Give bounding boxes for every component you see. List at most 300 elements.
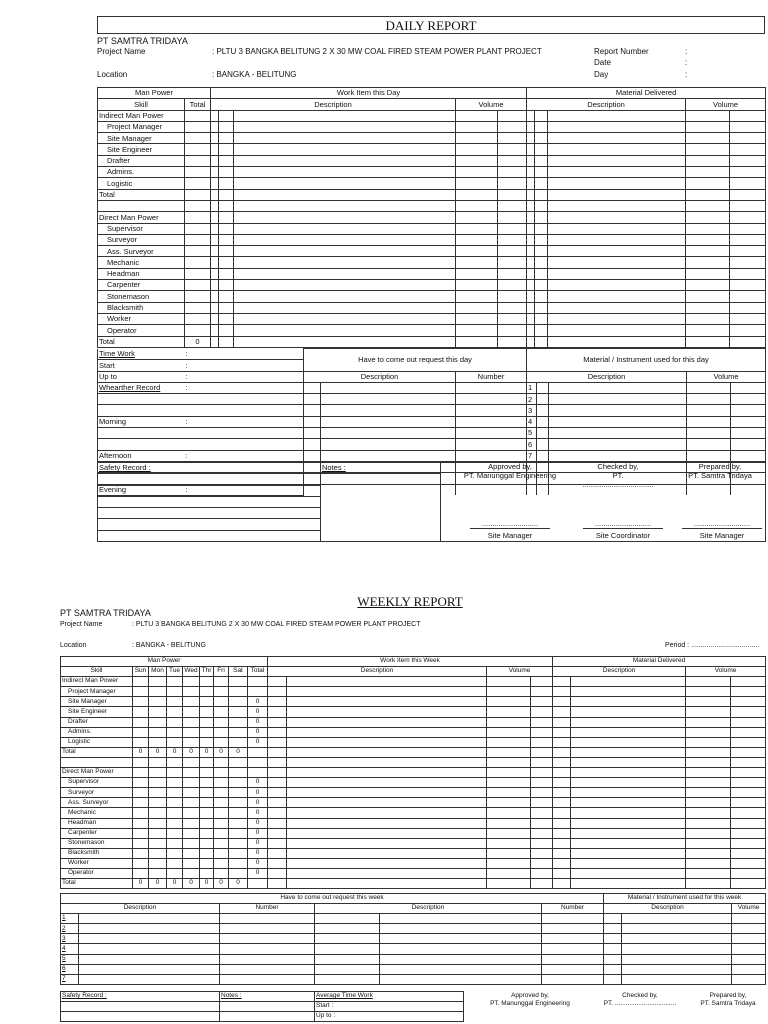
blank-cell	[535, 302, 548, 313]
blank-cell	[527, 121, 535, 132]
weekly-bottom-table	[60, 991, 464, 1022]
table-row	[98, 463, 766, 474]
blank-cell	[321, 416, 456, 427]
day-cell	[229, 778, 248, 788]
blank-cell	[527, 268, 535, 279]
blank-cell	[553, 778, 571, 788]
blank-cell	[571, 828, 686, 838]
skill-cell: Total	[98, 336, 185, 347]
blank-cell	[456, 450, 527, 461]
day-tue: Tue	[167, 667, 183, 677]
blank-cell	[730, 246, 766, 257]
blank-cell	[79, 944, 220, 954]
colon: :	[185, 349, 304, 360]
blank-cell	[527, 189, 535, 200]
week-total-cell: 0	[248, 858, 268, 868]
blank-cell	[234, 167, 456, 178]
sign-line: ...........................	[594, 519, 652, 528]
table-row	[98, 382, 766, 393]
day-cell	[133, 798, 149, 808]
day-cell	[214, 818, 229, 828]
blank-cell	[531, 788, 553, 798]
blank-cell	[537, 405, 549, 416]
day-cell	[167, 858, 183, 868]
table-row	[61, 697, 766, 707]
week-total-cell	[248, 687, 268, 697]
blank-cell	[548, 325, 686, 336]
blank-cell	[553, 757, 571, 767]
blank-cell	[268, 788, 287, 798]
blank-cell	[268, 687, 287, 697]
day-cell	[167, 838, 183, 848]
blank-cell	[553, 697, 571, 707]
blank-cell	[622, 924, 732, 934]
blank-cell	[456, 144, 498, 155]
blank-cell	[531, 677, 553, 687]
blank-cell	[304, 405, 321, 416]
day-cell	[214, 858, 229, 868]
week-total-cell	[248, 747, 268, 757]
blank-cell	[686, 313, 730, 324]
total-cell	[185, 313, 211, 324]
blank-cell	[531, 778, 553, 788]
table-row	[98, 336, 766, 347]
blank-cell	[531, 697, 553, 707]
skill-cell: Carpenter	[61, 828, 133, 838]
day-cell	[200, 727, 214, 737]
blank-cell	[287, 697, 487, 707]
day-cell	[149, 717, 167, 727]
table-row	[98, 313, 766, 324]
skill-cell: Direct Man Power	[98, 212, 185, 223]
table-row	[98, 268, 766, 279]
row-number: 5	[61, 954, 79, 964]
blank-cell	[268, 677, 287, 687]
weather-label: Afternoon	[98, 450, 185, 461]
blank-cell	[571, 697, 686, 707]
day-cell	[149, 768, 167, 778]
table-row	[98, 189, 766, 200]
blank-cell	[220, 944, 315, 954]
blank-cell	[487, 677, 531, 687]
blank-cell	[219, 110, 234, 121]
blank-cell	[527, 200, 535, 211]
table-row	[61, 944, 766, 954]
blank-cell	[498, 313, 527, 324]
row-number: 4	[61, 944, 79, 954]
blank-cell	[731, 858, 766, 868]
total-cell	[185, 155, 211, 166]
blank-cell	[211, 144, 219, 155]
week-total-cell: 0	[248, 838, 268, 848]
skill-cell: Admins.	[98, 167, 185, 178]
blank-cell	[380, 944, 542, 954]
blank-cell	[211, 280, 219, 291]
blank-cell	[527, 313, 535, 324]
blank-cell	[287, 808, 487, 818]
blank-cell	[553, 798, 571, 808]
blank-cell	[98, 474, 321, 485]
day-cell	[214, 717, 229, 727]
daily-mused-description: Description	[527, 371, 687, 382]
daily-hdr-material: Material Delivered	[527, 88, 766, 99]
blank-cell	[287, 687, 487, 697]
blank-cell	[535, 325, 548, 336]
blank-cell	[731, 879, 766, 889]
blank-cell	[622, 964, 732, 974]
weekly-hdr-skill: Skill	[61, 667, 133, 677]
table-row	[61, 858, 766, 868]
blank-cell	[731, 778, 766, 788]
skill-cell: Operator	[61, 868, 133, 878]
day-cell	[149, 727, 167, 737]
prepared-by-label: Prepared by,	[698, 462, 742, 471]
blank-cell	[571, 818, 686, 828]
blank-cell	[732, 974, 766, 984]
blank-cell	[535, 336, 548, 347]
daily-sign-2	[583, 519, 663, 540]
blank-cell	[686, 757, 731, 767]
day-cell	[229, 858, 248, 868]
blank-cell	[687, 450, 731, 461]
day-wed: Wed	[183, 667, 200, 677]
daily-time-work: Time Work	[98, 349, 185, 360]
blank-cell	[686, 110, 730, 121]
daily-mused-volume: Volume	[687, 371, 766, 382]
day-cell	[229, 838, 248, 848]
blank-cell	[604, 924, 622, 934]
skill-cell: Carpenter	[98, 280, 185, 291]
week-total-cell: 0	[248, 808, 268, 818]
daily-prepared-block	[675, 462, 765, 480]
blank-cell	[549, 428, 687, 439]
blank-cell	[730, 155, 766, 166]
blank-cell	[548, 234, 686, 245]
blank-cell	[730, 121, 766, 132]
blank-cell	[542, 954, 604, 964]
day-cell	[133, 838, 149, 848]
blank-cell	[268, 858, 287, 868]
blank-cell	[268, 838, 287, 848]
weekly-hdr-volume: Volume	[487, 667, 553, 677]
blank-cell	[686, 246, 730, 257]
daily-hdr-mat-volume: Volume	[686, 99, 766, 110]
blank-cell	[487, 879, 531, 889]
day-cell	[183, 707, 200, 717]
weekly-cout-desc-1: Description	[61, 904, 220, 914]
blank-cell	[553, 727, 571, 737]
weekly-lower-rows	[61, 914, 766, 985]
blank-cell	[535, 189, 548, 200]
blank-cell	[498, 257, 527, 268]
blank-cell	[571, 717, 686, 727]
day-cell	[200, 788, 214, 798]
table-row	[98, 121, 766, 132]
daily-hdr-work: Work Item this Day	[211, 88, 527, 99]
colon: :	[685, 70, 688, 79]
blank-cell	[730, 291, 766, 302]
blank-cell	[234, 155, 456, 166]
table-row	[98, 450, 766, 461]
blank-cell	[731, 428, 766, 439]
daily-title: DAILY REPORT	[385, 18, 477, 33]
skill-cell: Drafter	[98, 155, 185, 166]
weather-colon	[185, 394, 304, 405]
day-cell: 0	[214, 879, 229, 889]
day-cell	[149, 737, 167, 747]
blank-cell	[287, 747, 487, 757]
blank-cell	[380, 934, 542, 944]
weekly-material-used-title: Material / Instrument used for this week	[604, 894, 766, 904]
blank-cell	[687, 382, 731, 393]
weekly-location-label: Location	[60, 642, 87, 649]
blank-cell	[531, 808, 553, 818]
blank-cell	[487, 828, 531, 838]
blank-cell	[527, 110, 535, 121]
day-cell	[149, 677, 167, 687]
row-number: 2	[527, 394, 537, 405]
blank-cell	[268, 727, 287, 737]
blank-cell	[549, 382, 687, 393]
blank-cell	[220, 964, 315, 974]
weekly-manpower-rows	[61, 677, 766, 889]
blank-cell	[535, 212, 548, 223]
day-cell	[183, 808, 200, 818]
day-cell	[183, 687, 200, 697]
blank-cell	[456, 155, 498, 166]
blank-cell	[571, 747, 686, 757]
blank-cell	[732, 954, 766, 964]
blank-cell	[219, 325, 234, 336]
table-row	[98, 155, 766, 166]
blank-cell	[571, 868, 686, 878]
weekly-avg-time: Average Time Work	[315, 992, 464, 1002]
blank-cell	[730, 178, 766, 189]
day-cell	[133, 848, 149, 858]
day-cell: 0	[200, 747, 214, 757]
day-cell	[183, 838, 200, 848]
table-row	[61, 747, 766, 757]
blank-cell	[535, 313, 548, 324]
blank-cell	[498, 291, 527, 302]
blank-cell	[553, 707, 571, 717]
blank-cell	[535, 246, 548, 257]
blank-cell	[731, 687, 766, 697]
blank-cell	[531, 868, 553, 878]
skill-cell: Admins.	[61, 727, 133, 737]
blank-cell	[537, 394, 549, 405]
blank-cell	[571, 707, 686, 717]
weekly-main-table	[60, 656, 766, 889]
blank-cell	[732, 934, 766, 944]
daily-report-number-label: Report Number	[594, 47, 649, 56]
total-cell	[185, 110, 211, 121]
table-row	[61, 687, 766, 697]
blank-cell	[604, 964, 622, 974]
table-row	[98, 325, 766, 336]
blank-cell	[220, 934, 315, 944]
blank-cell	[542, 934, 604, 944]
weekly-notes: Notes :	[220, 992, 315, 1002]
blank-cell	[220, 954, 315, 964]
blank-cell	[548, 313, 686, 324]
blank-cell	[537, 416, 549, 427]
blank-cell	[380, 924, 542, 934]
blank-cell	[527, 246, 535, 257]
blank-cell	[527, 167, 535, 178]
blank-cell	[287, 707, 487, 717]
table-row	[98, 167, 766, 178]
row-number: 2	[61, 924, 79, 934]
weather-colon	[185, 405, 304, 416]
blank-cell	[234, 336, 456, 347]
day-cell	[229, 687, 248, 697]
blank-cell	[487, 768, 531, 778]
blank-cell	[268, 848, 287, 858]
day-cell	[167, 757, 183, 767]
blank-cell	[219, 336, 234, 347]
week-total-cell	[248, 677, 268, 687]
day-cell	[133, 828, 149, 838]
blank-cell	[686, 747, 731, 757]
blank-cell	[211, 121, 219, 132]
blank-cell	[211, 223, 219, 234]
day-cell	[200, 697, 214, 707]
blank-cell	[456, 382, 527, 393]
blank-cell	[535, 257, 548, 268]
skill-cell: Total	[61, 747, 133, 757]
daily-come-out-title: Have to come out request this day	[304, 349, 527, 372]
day-cell	[183, 768, 200, 778]
site-manager-label: Site Manager	[470, 528, 550, 540]
weather-label: Evening	[98, 484, 185, 495]
day-cell	[214, 737, 229, 747]
day-cell	[167, 848, 183, 858]
blank-cell	[686, 189, 730, 200]
table-row	[98, 405, 766, 416]
blank-cell	[321, 496, 441, 507]
blank-cell	[731, 717, 766, 727]
table-row	[98, 416, 766, 427]
blank-cell	[456, 246, 498, 257]
blank-cell	[234, 133, 456, 144]
table-row	[98, 291, 766, 302]
blank-cell	[548, 336, 686, 347]
blank-cell	[686, 336, 730, 347]
blank-cell	[535, 144, 548, 155]
blank-cell	[531, 798, 553, 808]
colon: :	[685, 58, 688, 67]
checked-org: PT. ..................................	[603, 999, 677, 1007]
blank-cell	[220, 974, 315, 984]
blank-cell	[686, 200, 730, 211]
blank-cell	[553, 808, 571, 818]
blank-cell	[498, 234, 527, 245]
blank-cell	[287, 828, 487, 838]
week-total-cell: 0	[248, 697, 268, 707]
blank-cell	[730, 257, 766, 268]
day-cell	[214, 707, 229, 717]
skill-cell: Headman	[61, 818, 133, 828]
blank-cell	[730, 144, 766, 155]
day-cell	[133, 727, 149, 737]
blank-cell	[531, 757, 553, 767]
table-row	[98, 257, 766, 268]
day-cell	[149, 818, 167, 828]
blank-cell	[487, 757, 531, 767]
blank-cell	[531, 727, 553, 737]
blank-cell	[211, 189, 219, 200]
weather-label	[98, 439, 185, 450]
blank-cell	[487, 788, 531, 798]
blank-cell	[456, 336, 498, 347]
row-number: 3	[61, 934, 79, 944]
weather-colon: :	[185, 382, 304, 393]
blank-cell	[622, 954, 732, 964]
blank-cell	[730, 212, 766, 223]
day-cell	[167, 778, 183, 788]
week-total-cell: 0	[248, 798, 268, 808]
row-number: 7	[527, 450, 537, 461]
day-thr: Thr	[200, 667, 214, 677]
blank-cell	[531, 828, 553, 838]
blank-cell	[527, 257, 535, 268]
approved-org: PT. Manunggal Engineering	[490, 999, 570, 1007]
blank-cell	[548, 291, 686, 302]
day-cell	[214, 687, 229, 697]
weekly-company: PT SAMTRA TRIDAYA	[60, 608, 151, 618]
blank-cell	[456, 439, 527, 450]
checked-org: PT. ..................................	[582, 471, 654, 489]
day-cell	[200, 707, 214, 717]
weekly-up-to: Up to :	[315, 1012, 464, 1022]
blank-cell	[287, 757, 487, 767]
blank-cell	[234, 200, 456, 211]
blank-cell	[731, 416, 766, 427]
weekly-checked-block	[590, 992, 690, 1008]
blank-cell	[548, 178, 686, 189]
skill-cell: Surveyor	[61, 788, 133, 798]
day-cell	[149, 848, 167, 858]
blank-cell	[553, 858, 571, 868]
blank-cell	[268, 868, 287, 878]
day-cell	[133, 788, 149, 798]
day-cell	[167, 727, 183, 737]
blank-cell	[553, 828, 571, 838]
blank-cell	[527, 280, 535, 291]
day-cell	[229, 707, 248, 717]
weather-label	[98, 405, 185, 416]
day-cell	[133, 808, 149, 818]
skill-cell: Site Engineer	[98, 144, 185, 155]
day-cell	[214, 808, 229, 818]
blank-cell	[687, 405, 731, 416]
weekly-hdr-manpower: Man Power	[61, 657, 268, 667]
day-cell	[183, 757, 200, 767]
blank-cell	[542, 914, 604, 924]
blank-cell	[487, 707, 531, 717]
weather-colon	[185, 428, 304, 439]
blank-cell	[234, 246, 456, 257]
blank-cell	[287, 788, 487, 798]
skill-cell: Site Engineer	[61, 707, 133, 717]
day-cell	[149, 757, 167, 767]
blank-cell	[531, 848, 553, 858]
day-cell	[183, 848, 200, 858]
total-cell	[185, 325, 211, 336]
prepared-by-label: Prepared by,	[709, 992, 747, 999]
blank-cell	[487, 858, 531, 868]
